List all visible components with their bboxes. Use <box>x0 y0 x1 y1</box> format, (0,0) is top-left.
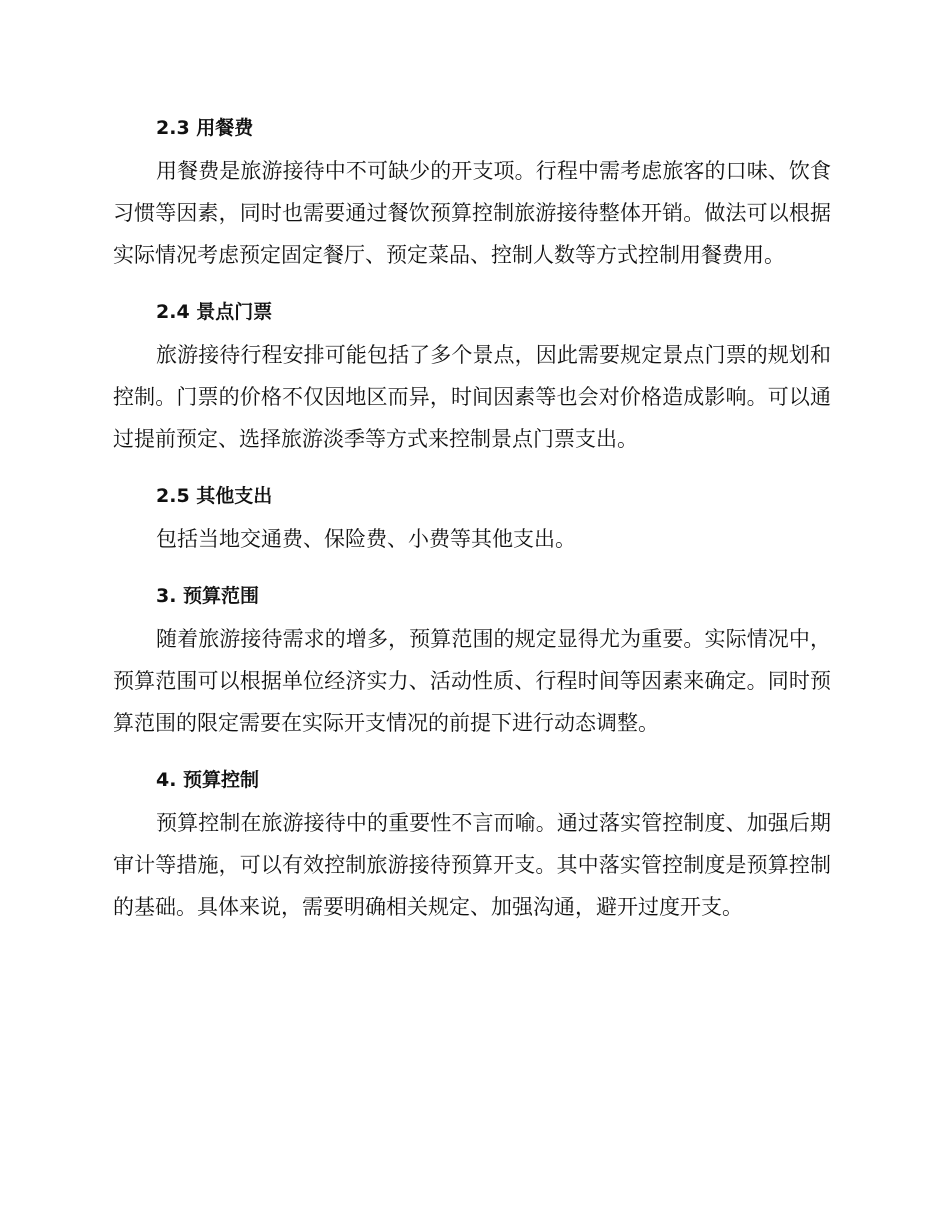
document-page <box>113 106 831 942</box>
section-heading: 2.4 景点门票 <box>156 301 273 323</box>
section-paragraph: 包括当地交通费、保险费、小费等其他支出。 <box>156 527 576 551</box>
section-heading: 2.3 用餐费 <box>156 117 254 139</box>
section-2-5 <box>113 474 831 560</box>
section-3 <box>113 574 831 744</box>
section-heading: 2.5 其他支出 <box>156 485 273 507</box>
section-paragraph: 旅游接待行程安排可能包括了多个景点，因此需要规定景点门票的规划和控制。门票的价格不仅因地区而异，时间因素等也会对价格造成影响。可以通过提前预定、选择旅游淡季等方式来控制景点门票支出。 <box>113 343 831 451</box>
section-4 <box>113 758 831 928</box>
section-heading: 4. 预算控制 <box>156 769 260 791</box>
section-paragraph: 随着旅游接待需求的增多，预算范围的规定显得尤为重要。实际情况中，预算范围可以根据单位经济实力、活动性质、行程时间等因素来确定。同时预算范围的限定需要在实际开支情况的前提下进行动态调整。 <box>113 627 831 735</box>
section-2-4 <box>113 290 831 460</box>
section-heading: 3. 预算范围 <box>156 585 260 607</box>
section-2-3 <box>113 106 831 276</box>
section-paragraph: 用餐费是旅游接待中不可缺少的开支项。行程中需考虑旅客的口味、饮食习惯等因素，同时也需要通过餐饮预算控制旅游接待整体开销。做法可以根据实际情况考虑预定固定餐厅、预定菜品、控制人数等方式控制用餐费用。 <box>113 159 831 267</box>
section-paragraph: 预算控制在旅游接待中的重要性不言而喻。通过落实管控制度、加强后期审计等措施，可以有效控制旅游接待预算开支。其中落实管控制度是预算控制的基础。具体来说，需要明确相关规定、加强沟通，避开过度开支。 <box>113 811 831 919</box>
